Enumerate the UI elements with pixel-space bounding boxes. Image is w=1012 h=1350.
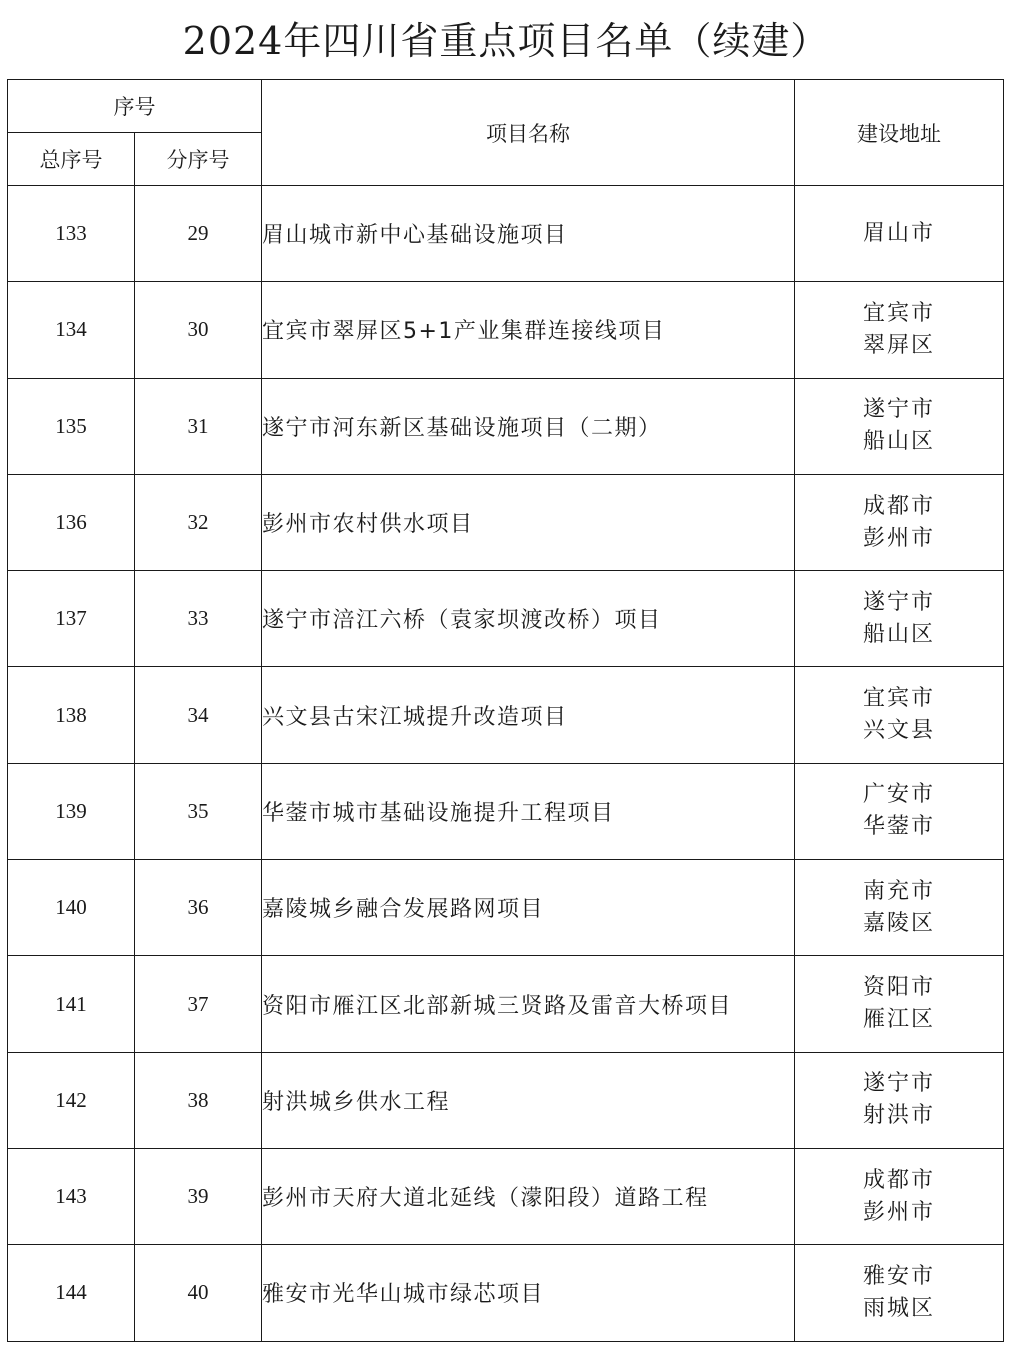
- total-seq-cell: 137: [8, 571, 135, 667]
- address-cell: [795, 474, 1004, 570]
- address-line: 南充市: [862, 878, 935, 904]
- address-cell: [795, 571, 1004, 667]
- table-row: [8, 1052, 1004, 1148]
- table-row: [8, 860, 1004, 956]
- address-line: 广安市: [862, 782, 935, 808]
- table-row: [8, 474, 1004, 570]
- total-seq-cell: 133: [8, 186, 135, 282]
- table-row: [8, 282, 1004, 378]
- sub-seq-cell: 38: [135, 1052, 262, 1148]
- address-cell: [795, 378, 1004, 474]
- address-line: 翠屏区: [862, 332, 935, 358]
- table-header: [8, 80, 1004, 186]
- project-name-cell: 遂宁市涪江六桥（袁家坝渡改桥）项目: [262, 571, 795, 667]
- total-seq-cell: 139: [8, 763, 135, 859]
- project-name-cell: 兴文县古宋江城提升改造项目: [262, 667, 795, 763]
- address-line: 雨城区: [862, 1295, 935, 1321]
- address-line: 宜宾市: [862, 686, 935, 712]
- address-cell: [795, 1148, 1004, 1244]
- address-line: 成都市: [862, 1167, 935, 1193]
- table-row: [8, 571, 1004, 667]
- project-name-cell: 嘉陵城乡融合发展路网项目: [262, 860, 795, 956]
- project-table: [7, 79, 1004, 1342]
- header-address: 建设地址: [795, 80, 1004, 186]
- project-name-cell: 彭州市农村供水项目: [262, 474, 795, 570]
- address-line: 彭州市: [862, 1199, 935, 1225]
- address-line: 雅安市: [862, 1263, 935, 1289]
- sub-seq-cell: 39: [135, 1148, 262, 1244]
- address-line: 遂宁市: [862, 397, 935, 423]
- address-cell: [795, 186, 1004, 282]
- address-line: 遂宁市: [862, 589, 935, 615]
- address-line: 宜宾市: [862, 300, 935, 326]
- project-name-cell: 眉山城市新中心基础设施项目: [262, 186, 795, 282]
- project-name-cell: 华蓥市城市基础设施提升工程项目: [262, 763, 795, 859]
- table-row: [8, 378, 1004, 474]
- sub-seq-cell: 40: [135, 1245, 262, 1341]
- project-name-cell: 资阳市雁江区北部新城三贤路及雷音大桥项目: [262, 956, 795, 1052]
- header-project-name: 项目名称: [262, 80, 795, 186]
- address-cell: [795, 667, 1004, 763]
- total-seq-cell: 138: [8, 667, 135, 763]
- project-name-cell: 彭州市天府大道北延线（濛阳段）道路工程: [262, 1148, 795, 1244]
- sub-seq-cell: 36: [135, 860, 262, 956]
- total-seq-cell: 140: [8, 860, 135, 956]
- sub-seq-cell: 34: [135, 667, 262, 763]
- total-seq-cell: 141: [8, 956, 135, 1052]
- address-line: 彭州市: [862, 525, 935, 551]
- address-line: 嘉陵区: [862, 910, 935, 936]
- page-title: 2024年四川省重点项目名单（续建）: [182, 19, 830, 63]
- address-line: 射洪市: [862, 1103, 935, 1129]
- address-cell: [795, 763, 1004, 859]
- address-cell: [795, 282, 1004, 378]
- address-line: 资阳市: [862, 975, 935, 1001]
- table-body: [8, 186, 1004, 1342]
- table-row: [8, 956, 1004, 1052]
- sub-seq-cell: 32: [135, 474, 262, 570]
- sub-seq-cell: 37: [135, 956, 262, 1052]
- project-name-cell: 宜宾市翠屏区5+1产业集群连接线项目: [262, 282, 795, 378]
- address-line: 华蓥市: [862, 814, 935, 840]
- header-sub-seq: 分序号: [135, 133, 262, 186]
- total-seq-cell: 144: [8, 1245, 135, 1341]
- sub-seq-cell: 29: [135, 186, 262, 282]
- address-cell: [795, 956, 1004, 1052]
- project-name-cell: 遂宁市河东新区基础设施项目（二期）: [262, 378, 795, 474]
- address-line: 船山区: [862, 429, 935, 455]
- header-seq-group: 序号: [8, 80, 262, 133]
- address-line: 成都市: [862, 493, 935, 519]
- address-line: 雁江区: [862, 1007, 935, 1033]
- table-row: [8, 1245, 1004, 1341]
- sub-seq-cell: 35: [135, 763, 262, 859]
- address-cell: [795, 860, 1004, 956]
- sub-seq-cell: 30: [135, 282, 262, 378]
- total-seq-cell: 142: [8, 1052, 135, 1148]
- sub-seq-cell: 31: [135, 378, 262, 474]
- project-name-cell: 雅安市光华山城市绿芯项目: [262, 1245, 795, 1341]
- total-seq-cell: 136: [8, 474, 135, 570]
- table-row: [8, 763, 1004, 859]
- sub-seq-cell: 33: [135, 571, 262, 667]
- table-row: [8, 186, 1004, 282]
- table-row: [8, 667, 1004, 763]
- project-name-cell: 射洪城乡供水工程: [262, 1052, 795, 1148]
- total-seq-cell: 134: [8, 282, 135, 378]
- address-line: 兴文县: [862, 718, 935, 744]
- address-line: 眉山市: [862, 220, 935, 246]
- address-cell: [795, 1052, 1004, 1148]
- header-total-seq: 总序号: [8, 133, 135, 186]
- total-seq-cell: 143: [8, 1148, 135, 1244]
- address-cell: [795, 1245, 1004, 1341]
- table-row: [8, 1148, 1004, 1244]
- total-seq-cell: 135: [8, 378, 135, 474]
- address-line: 遂宁市: [862, 1071, 935, 1097]
- address-line: 船山区: [862, 621, 935, 647]
